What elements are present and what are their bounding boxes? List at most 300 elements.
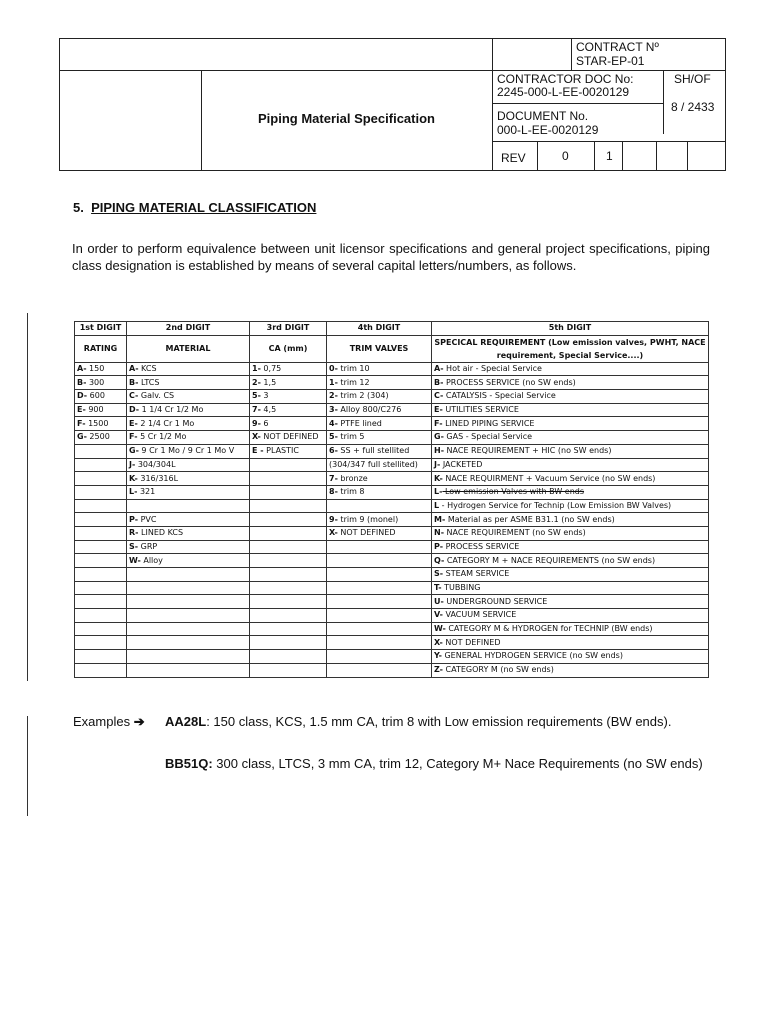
table-row	[75, 417, 709, 431]
table-row	[75, 568, 709, 582]
revision-margin-mark	[27, 313, 28, 681]
code-description: GAS - Special Service	[443, 432, 533, 442]
code-description: TUBBING	[441, 583, 481, 593]
table-cell	[127, 609, 250, 623]
code-description: 316/316L	[137, 473, 179, 483]
table-cell	[75, 431, 127, 445]
example-2	[165, 755, 710, 772]
section-title: PIPING MATERIAL CLASSIFICATION	[91, 200, 317, 215]
table-cell	[250, 362, 327, 376]
header-cell: 1st DIGIT	[75, 322, 127, 336]
subheader-cell: MATERIAL	[127, 335, 250, 362]
code-letter: T-	[434, 583, 442, 593]
table-cell	[432, 540, 709, 554]
table-cell	[127, 554, 250, 568]
table-cell	[250, 485, 327, 499]
table-cell	[127, 431, 250, 445]
code-description: trim 12	[337, 377, 370, 387]
code-letter: A-	[434, 364, 444, 374]
table-cell	[127, 540, 250, 554]
table-cell	[432, 581, 709, 595]
code-description: trim 2 (304)	[337, 391, 389, 401]
code-description: 900	[85, 405, 104, 415]
table-cell	[250, 444, 327, 458]
code-letter: 9-	[329, 514, 338, 524]
table-cell	[327, 485, 432, 499]
table-cell	[327, 650, 432, 664]
table-subheader-row	[75, 335, 709, 362]
sheet-of-value: 8 / 2433	[671, 100, 715, 114]
table-cell	[75, 458, 127, 472]
table-cell	[127, 472, 250, 486]
code-letter: F-	[77, 418, 86, 428]
example-1-code: AA28L	[165, 714, 207, 729]
code-description: trim 5	[337, 432, 365, 442]
rev-label: REV	[501, 151, 526, 165]
code-description: CATALYSIS - Special Service	[443, 391, 556, 401]
code-description: STEAM SERVICE	[443, 569, 510, 579]
table-cell	[432, 663, 709, 677]
code-description: 1,5	[260, 377, 277, 387]
header-divider	[622, 141, 623, 170]
example-2-text: 300 class, LTCS, 3 mm CA, trim 12, Category M+ Nace Requirements (no SW ends)	[212, 756, 703, 771]
code-description: LINED PIPING SERVICE	[442, 418, 535, 428]
table-row	[75, 472, 709, 486]
table-cell	[327, 362, 432, 376]
code-letter: K-	[129, 473, 138, 483]
table-row	[75, 444, 709, 458]
table-cell	[432, 650, 709, 664]
section-number: 5.	[73, 200, 84, 215]
table-row	[75, 650, 709, 664]
table-cell	[127, 595, 250, 609]
code-letter: E-	[434, 405, 443, 415]
table-row	[75, 485, 709, 499]
code-description: PVC	[138, 514, 157, 524]
table-row	[75, 554, 709, 568]
code-letter: Z-	[434, 665, 443, 675]
code-letter: G-	[77, 432, 87, 442]
code-description: NOT DEFINED	[260, 432, 319, 442]
code-letter: L	[434, 500, 440, 510]
table-cell	[127, 444, 250, 458]
code-description: 3	[260, 391, 269, 401]
table-cell	[327, 403, 432, 417]
table-row	[75, 622, 709, 636]
code-letter: C-	[434, 391, 444, 401]
code-letter: L-	[434, 487, 443, 497]
code-letter: H-	[434, 446, 445, 456]
code-description: NACE REQUIREMENT (no SW ends)	[444, 528, 586, 538]
table-row	[75, 376, 709, 390]
table-cell	[127, 458, 250, 472]
table-row	[75, 390, 709, 404]
code-description: trim 10	[337, 364, 370, 374]
table-cell	[327, 554, 432, 568]
table-row	[75, 526, 709, 540]
header-divider	[492, 103, 663, 104]
code-letter: X-	[329, 528, 338, 538]
table-cell	[432, 403, 709, 417]
code-description: trim 9 (monel)	[337, 514, 399, 524]
table-row	[75, 362, 709, 376]
contractor-doc-label: CONTRACTOR DOC No:	[497, 72, 634, 86]
code-letter: 1-	[329, 377, 338, 387]
code-letter: A-	[77, 364, 87, 374]
code-letter: K-	[434, 473, 443, 483]
code-letter: S-	[434, 569, 444, 579]
code-description: NACE REQUIREMENT + HIC (no SW ends)	[444, 446, 612, 456]
header-divider	[571, 39, 572, 70]
code-letter: 5-	[329, 432, 338, 442]
table-cell	[127, 499, 250, 513]
table-cell	[432, 636, 709, 650]
code-description: 6	[260, 418, 269, 428]
table-cell	[327, 431, 432, 445]
table-row	[75, 581, 709, 595]
table-cell	[327, 376, 432, 390]
code-description: Material as per ASME B31.1 (no SW ends)	[445, 514, 615, 524]
code-letter: L-	[129, 487, 138, 497]
table-cell	[250, 540, 327, 554]
table-cell	[75, 636, 127, 650]
table-cell	[432, 362, 709, 376]
code-letter: G-	[434, 432, 444, 442]
code-description: PROCESS SERVICE (no SW ends)	[443, 377, 576, 387]
code-description: 321	[137, 487, 156, 497]
table-cell	[327, 444, 432, 458]
table-cell	[250, 554, 327, 568]
code-description: JACKETED	[440, 459, 483, 469]
table-cell	[75, 554, 127, 568]
code-letter: W-	[129, 555, 141, 565]
header-cell: 3rd DIGIT	[250, 322, 327, 336]
code-description: Low emission Valves with BW ends	[442, 487, 585, 497]
rev-value: 0	[562, 149, 569, 163]
table-cell	[250, 650, 327, 664]
code-letter: X-	[434, 637, 443, 647]
code-letter: 8-	[329, 487, 338, 497]
table-cell	[127, 376, 250, 390]
table-cell	[75, 417, 127, 431]
table-cell	[327, 513, 432, 527]
table-cell	[432, 526, 709, 540]
arrow-icon: ➔	[133, 714, 145, 729]
code-letter: J-	[129, 459, 136, 469]
table-cell	[127, 526, 250, 540]
contract-number: STAR-EP-01	[576, 54, 645, 68]
code-description: 1500	[85, 418, 109, 428]
table-cell	[327, 581, 432, 595]
table-cell	[75, 472, 127, 486]
code-description: UTILITIES SERVICE	[442, 405, 519, 415]
document-label: DOCUMENT No.	[497, 109, 589, 123]
table-cell	[432, 595, 709, 609]
table-body	[75, 362, 709, 677]
header-divider	[656, 141, 657, 170]
header-cell: 2nd DIGIT	[127, 322, 250, 336]
code-letter: W-	[434, 624, 446, 634]
table-cell	[250, 431, 327, 445]
header-divider	[492, 39, 493, 170]
example-1-text: : 150 class, KCS, 1.5 mm CA, trim 8 with Low emission requirements (BW ends).	[206, 714, 672, 729]
table-cell	[432, 499, 709, 513]
table-cell	[250, 472, 327, 486]
code-letter: D-	[129, 405, 140, 415]
table-cell	[127, 663, 250, 677]
code-letter: 9-	[252, 418, 261, 428]
table-cell	[432, 390, 709, 404]
table-cell	[432, 568, 709, 582]
contract-label: CONTRACT Nº	[576, 40, 659, 54]
code-description: 9 Cr 1 Mo / 9 Cr 1 Mo V	[138, 446, 235, 456]
subheader-cell: SPECICAL REQUIREMENT (Low emission valves, PWHT, NACE requirement, Special Service....)	[432, 335, 709, 362]
subheader-cell: TRIM VALVES	[327, 335, 432, 362]
table-cell	[75, 362, 127, 376]
code-description: VACUUM SERVICE	[442, 610, 517, 620]
table-cell	[127, 568, 250, 582]
table-cell	[432, 458, 709, 472]
table-cell	[327, 568, 432, 582]
table-cell	[250, 622, 327, 636]
table-row	[75, 403, 709, 417]
code-letter: F-	[434, 418, 443, 428]
header-cell: 4th DIGIT	[327, 322, 432, 336]
code-description: SS + full stellited	[337, 446, 410, 456]
code-description: LTCS	[138, 377, 160, 387]
examples-label-text: Examples	[73, 714, 131, 729]
code-description: CATEGORY M (no SW ends)	[442, 665, 554, 675]
table-cell	[250, 458, 327, 472]
code-description: Galv. CS	[138, 391, 175, 401]
code-description: PROCESS SERVICE	[443, 541, 520, 551]
header-divider	[537, 141, 538, 170]
code-description: 1 1/4 Cr 1/2 Mo	[139, 405, 204, 415]
code-letter: U-	[434, 596, 444, 606]
example-2-code: BB51Q:	[165, 756, 213, 771]
table-cell	[432, 376, 709, 390]
table-cell	[75, 540, 127, 554]
table-cell	[327, 472, 432, 486]
header-divider	[594, 141, 595, 170]
code-description: CATEGORY M + NACE REQUIREMENTS (no SW ends)	[444, 555, 656, 565]
table-cell	[127, 636, 250, 650]
table-cell	[327, 636, 432, 650]
table-cell	[250, 513, 327, 527]
table-cell	[75, 595, 127, 609]
code-description: 2500	[86, 432, 110, 442]
table-row	[75, 595, 709, 609]
table-row	[75, 513, 709, 527]
table-cell	[432, 472, 709, 486]
table-cell	[75, 390, 127, 404]
code-description: 4,5	[260, 405, 277, 415]
revision-margin-mark	[27, 716, 28, 816]
table-cell	[250, 663, 327, 677]
section-paragraph: In order to perform equivalence between unit licensor specifications and general project specifications, piping class designation is established by means of several capital letters/numbers, as follows.	[72, 241, 710, 273]
code-letter: N-	[434, 528, 445, 538]
code-description: KCS	[138, 364, 157, 374]
code-letter: 7-	[252, 405, 261, 415]
code-letter: 6-	[329, 446, 338, 456]
table-cell	[250, 636, 327, 650]
code-letter: 7-	[329, 473, 338, 483]
code-letter: B-	[434, 377, 444, 387]
table-cell	[327, 458, 432, 472]
code-description: 2 1/4 Cr 1 Mo	[137, 418, 195, 428]
code-letter: Q-	[434, 555, 445, 565]
table-cell	[127, 362, 250, 376]
code-letter: D-	[77, 391, 88, 401]
code-description: 150	[86, 364, 105, 374]
table-cell	[432, 417, 709, 431]
code-letter: A-	[129, 364, 139, 374]
table-cell	[327, 526, 432, 540]
contractor-doc-number: 2245-000-L-EE-0020129	[497, 85, 630, 99]
table-cell	[432, 444, 709, 458]
code-letter: R-	[129, 528, 139, 538]
table-cell	[432, 431, 709, 445]
code-letter: G-	[129, 446, 139, 456]
table-row	[75, 663, 709, 677]
table-cell	[127, 513, 250, 527]
code-letter: E-	[77, 405, 86, 415]
code-description: GRP	[138, 541, 158, 551]
code-description: GENERAL HYDROGEN SERVICE (no SW ends)	[441, 651, 623, 661]
code-letter: 0-	[329, 364, 338, 374]
classification-table	[74, 321, 709, 678]
table-cell	[250, 403, 327, 417]
code-description: PTFE lined	[337, 418, 382, 428]
table-cell	[75, 376, 127, 390]
table-cell	[75, 650, 127, 664]
table-cell	[250, 417, 327, 431]
table-cell	[127, 403, 250, 417]
table-cell	[250, 595, 327, 609]
code-description: 600	[87, 391, 105, 401]
code-letter: P-	[434, 541, 444, 551]
table-cell	[250, 526, 327, 540]
code-description: NACE REQUIRMENT + Vacuum Service (no SW ends)	[442, 473, 656, 483]
table-cell	[432, 622, 709, 636]
code-description: trim 8	[337, 487, 365, 497]
code-letter: E -	[252, 446, 264, 456]
table-cell	[75, 609, 127, 623]
table-cell	[75, 568, 127, 582]
code-letter: 3-	[329, 405, 338, 415]
code-description: 5 Cr 1/2 Mo	[137, 432, 187, 442]
table-cell	[250, 376, 327, 390]
code-letter: P-	[129, 514, 139, 524]
header-cell: 5th DIGIT	[432, 322, 709, 336]
section-heading	[73, 200, 316, 215]
subheader-cell: RATING	[75, 335, 127, 362]
code-letter: B-	[77, 377, 87, 387]
table-header-row	[75, 322, 709, 336]
code-letter: 4-	[329, 418, 338, 428]
code-description: PLASTIC	[263, 446, 299, 456]
table-cell	[75, 663, 127, 677]
table-cell	[127, 622, 250, 636]
code-description: - Hydrogen Service for Technip (Low Emission BW Valves)	[439, 500, 672, 510]
table-cell	[327, 663, 432, 677]
subheader-cell: CA (mm)	[250, 335, 327, 362]
code-description: LINED KCS	[138, 528, 184, 538]
code-letter: S-	[129, 541, 139, 551]
header-divider	[663, 70, 664, 134]
code-letter: 1-	[252, 364, 261, 374]
header-divider	[492, 141, 725, 142]
sheet-of-label: SH/OF	[674, 72, 711, 86]
table-cell	[432, 485, 709, 499]
code-letter: E-	[129, 418, 138, 428]
table-cell	[327, 499, 432, 513]
code-letter: 2-	[252, 377, 261, 387]
code-description: Alloy 800/C276	[337, 405, 402, 415]
examples-label	[73, 713, 145, 730]
code-description: Alloy	[140, 555, 163, 565]
code-letter: B-	[129, 377, 139, 387]
table-cell	[75, 622, 127, 636]
table-row	[75, 609, 709, 623]
table-row	[75, 636, 709, 650]
table-cell	[327, 540, 432, 554]
code-description: NOT DEFINED	[442, 637, 501, 647]
code-description: 0,75	[260, 364, 282, 374]
document-number: 000-L-EE-0020129	[497, 123, 599, 137]
code-letter: F-	[129, 432, 138, 442]
table-cell	[75, 513, 127, 527]
document-header	[59, 38, 726, 171]
code-letter: Y-	[434, 651, 442, 661]
table-cell	[432, 513, 709, 527]
code-description: CATEGORY M & HYDROGEN for TECHNIP (BW ends)	[445, 624, 653, 634]
code-letter: M-	[434, 514, 446, 524]
table-cell	[75, 499, 127, 513]
table-cell	[250, 568, 327, 582]
table-row	[75, 431, 709, 445]
table-cell	[75, 526, 127, 540]
table-cell	[250, 581, 327, 595]
table-row	[75, 458, 709, 472]
code-description: 300	[86, 377, 105, 387]
header-divider	[687, 141, 688, 170]
code-description: Hot air - Special Service	[443, 364, 542, 374]
table-cell	[75, 403, 127, 417]
table-cell	[127, 417, 250, 431]
code-description: NOT DEFINED	[337, 528, 396, 538]
header-divider	[492, 70, 725, 71]
code-letter: 5-	[252, 391, 261, 401]
table-row	[75, 540, 709, 554]
table-cell	[432, 609, 709, 623]
table-row	[75, 499, 709, 513]
code-letter: X-	[252, 432, 261, 442]
table-cell	[327, 609, 432, 623]
table-cell	[327, 622, 432, 636]
table-cell	[432, 554, 709, 568]
table-cell	[127, 390, 250, 404]
code-letter: C-	[129, 391, 139, 401]
table-cell	[75, 485, 127, 499]
table-cell	[250, 390, 327, 404]
table-cell	[127, 581, 250, 595]
table-cell	[327, 417, 432, 431]
table-cell	[75, 444, 127, 458]
table-cell	[127, 650, 250, 664]
code-description: UNDERGROUND SERVICE	[443, 596, 548, 606]
table-cell	[250, 499, 327, 513]
